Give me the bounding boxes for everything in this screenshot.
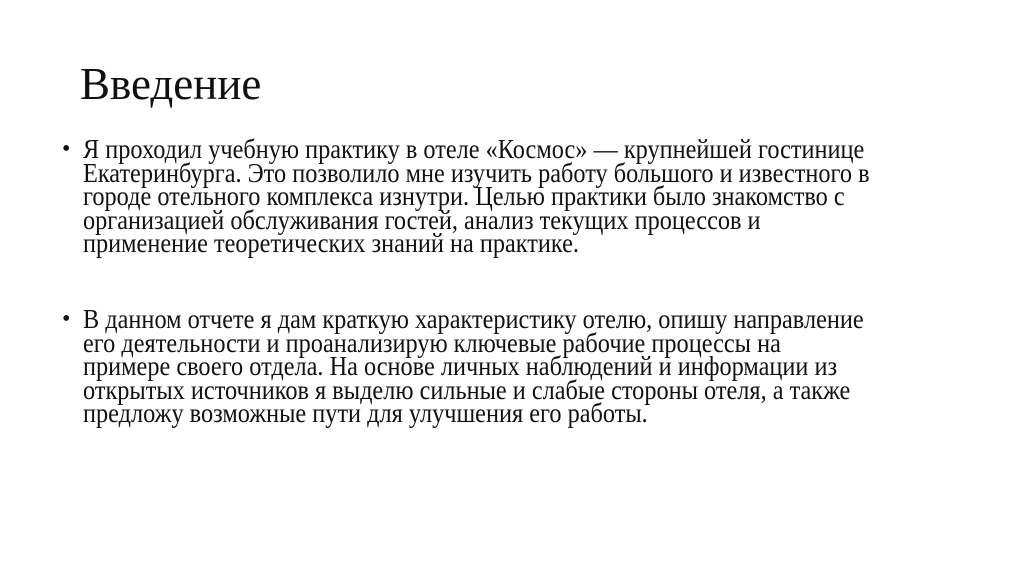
text-line: примере своего отдела. На основе личных наблюдений и информации из (83, 351, 838, 381)
bullet-icon: • (62, 136, 71, 162)
text-line: Екатеринбурга. Это позволило мне изучить работу большого и известного в (83, 157, 870, 188)
slide-title: Введение (80, 59, 262, 109)
text-line: открытых источников я выделю сильные и слабые стороны отеля, а также (83, 374, 851, 405)
bullet-text-2 (83, 304, 864, 428)
bullet-icon: • (62, 306, 71, 332)
bullet-text-1 (83, 134, 870, 258)
text-line: применение теоретических знаний на практике. (83, 228, 579, 258)
text-line: организацией обслуживания гостей, анализ текущих процессов и (83, 204, 761, 235)
text-line: В данном отчете я дам краткую характеристику отелю, опишу направление (83, 304, 864, 334)
text-line: Я проходил учебную практику в отеле «Космос» — крупнейшей гостинице (83, 134, 865, 164)
text-line: его деятельности и проанализирую ключевые рабочие процессы на (83, 327, 781, 358)
text-line: предложу возможные пути для улучшения его работы. (83, 398, 648, 428)
text-line: городе отельного комплекса изнутри. Целью практики было знакомство с (83, 181, 845, 211)
